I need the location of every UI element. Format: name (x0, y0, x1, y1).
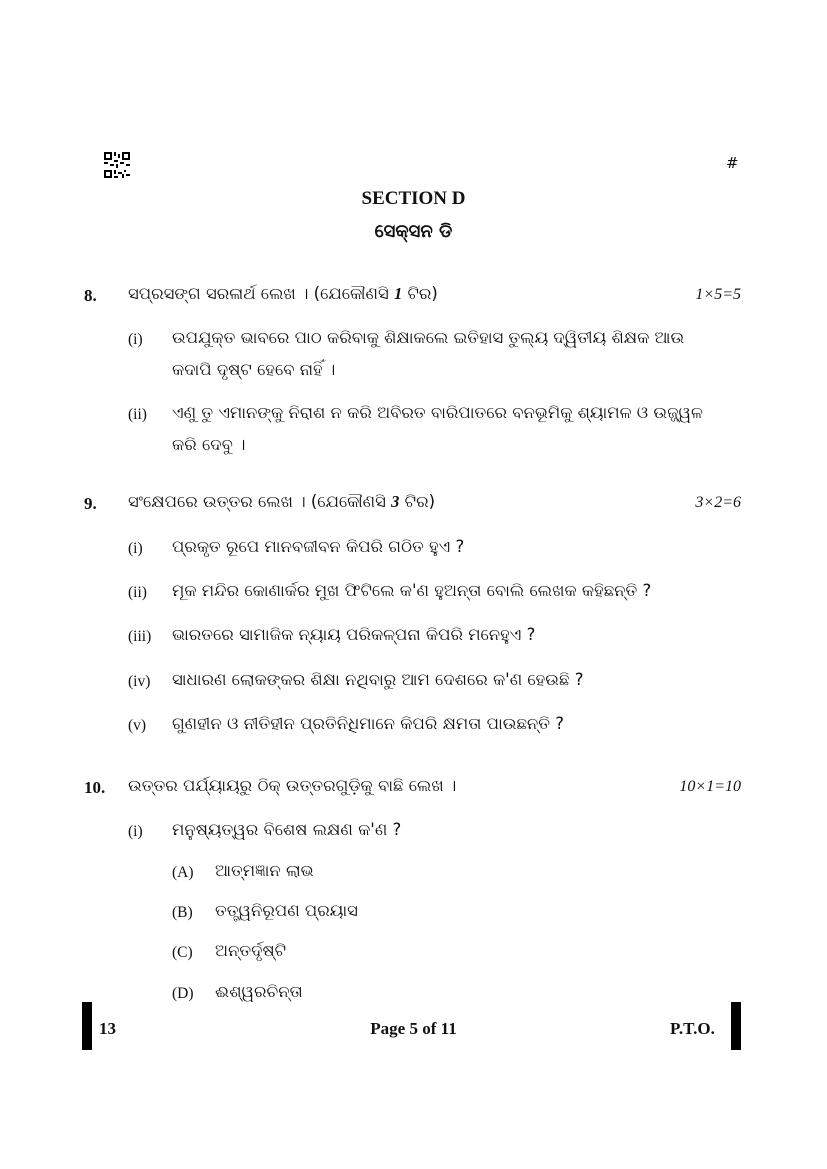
sub-question-text: ମୂକ ମନ୍ଦିର କୋଣାର୍କର ମୁଖ ଫିଟିଲେ କ'ଣ ହୁଅନ୍ତା ବୋଲି ଲେଖକ କହିଛନ୍ତି ? (172, 581, 652, 600)
sub-question-number: (iii) (128, 628, 152, 645)
sub-question-text: ଭାରତରେ ସାମାଜିକ ନ୍ୟାୟ ପରିକଳ୍ପନା କିପରି ମନେହୁଏ ? (172, 625, 536, 644)
sub-question-text: ମନୁଷ୍ୟତ୍ୱର ବିଶେଷ ଲକ୍ଷଣ କ'ଣ ? (172, 820, 402, 839)
question-number: 10. (84, 778, 106, 797)
question-marks: 10×1=10 (679, 778, 741, 795)
option-text: ଈଶ୍ୱରଚିନ୍ତା (215, 982, 303, 1001)
option-label: (B) (172, 904, 193, 921)
sub-question-number: (i) (128, 823, 143, 840)
question-marks: 1×5=5 (695, 286, 741, 303)
pto-label: P.T.O. (670, 1019, 715, 1038)
sub-question-text: ଉପଯୁକ୍ତ ଭାବରେ ପାଠ କରିବାକୁ ଶିକ୍ଷାକଲେ ଇତିହାସ ତୁଲ୍ୟ ଦ୍ୱିତୀୟ ଶିକ୍ଷକ ଆଉ କଦାପି ଦୃଷ୍ଟ ହେବେ ନାହିଁ । (172, 328, 685, 379)
question-marks: 3×2=6 (695, 494, 741, 511)
page-number: Page 5 of 11 (370, 1019, 457, 1038)
option-label: (D) (172, 985, 194, 1002)
question-text: ସପ୍ରସଙ୍ଗ ସରଳାର୍ଥ ଲେଖ । (ଯେକୌଣସି 1 ଟିର) (128, 284, 438, 303)
question-number: 8. (84, 286, 97, 305)
sub-question-text: ସାଧାରଣ ଲୋକଙ୍କର ଶିକ୍ଷା ନଥିବାରୁ ଆମ ଦେଶରେ କ'ଣ ହେଉଛି ? (172, 670, 584, 689)
question-text: ଉତ୍ତର ପର୍ଯ୍ୟାୟରୁ ଠିକ୍ ଉତ୍ତରଗୁଡ଼ିକୁ ବାଛି ଲେଖ । (128, 776, 457, 795)
sub-question-number: (i) (128, 540, 143, 557)
option-text: ତତ୍ତ୍ୱନିରୂପଣ ପ୍ରୟାସ (215, 901, 358, 920)
sub-question-text: ପ୍ରକୃତ ରୂପେ ମାନବଜୀବନ କିପରି ଗଠିତ ହୁଏ ? (172, 537, 465, 556)
sub-question-number: (ii) (128, 584, 147, 601)
option-label: (C) (172, 944, 193, 961)
sub-question-text: ଏଣୁ ତୁ ଏମାନଙ୍କୁ ନିରାଶ ନ କରି ଅବିରତ ବାରିପାତରେ ବନଭୂମିକୁ ଶ୍ୟାମଳ ଓ ଉଜ୍ଜ୍ୱଳ କରି ଦେବୁ । (172, 403, 703, 454)
option-label: (A) (172, 864, 194, 881)
sub-question-number: (ii) (128, 406, 147, 423)
option-text: ଆତ୍ମଜ୍ଞାନ ଲାଭ (215, 861, 314, 880)
sub-question-number: (v) (128, 717, 147, 734)
page-hash-mark: # (726, 154, 739, 172)
option-text: ଅନ୍ତର୍ଦୃଷ୍ଟି (215, 941, 287, 960)
sub-question-number: (i) (128, 331, 143, 348)
qr-code-icon (104, 152, 130, 178)
section-title: SECTION D (361, 188, 466, 209)
question-paper-code: 13 (99, 1019, 116, 1038)
footer-right-bar (731, 1002, 741, 1050)
question-number: 9. (84, 494, 97, 513)
sub-question-number: (iv) (128, 673, 151, 690)
sub-question-text: ଗୁଣହୀନ ଓ ନୀତିହୀନ ପ୍ରତିନିଧିମାନେ କିପରି କ୍ଷମତା ପାଉଛନ୍ତି ? (172, 714, 565, 733)
question-text: ସଂକ୍ଷେପରେ ଉତ୍ତର ଲେଖ । (ଯେକୌଣସି 3 ଟିର) (128, 492, 436, 511)
section-subtitle: ସେକ୍ସନ ଡି (374, 221, 453, 242)
